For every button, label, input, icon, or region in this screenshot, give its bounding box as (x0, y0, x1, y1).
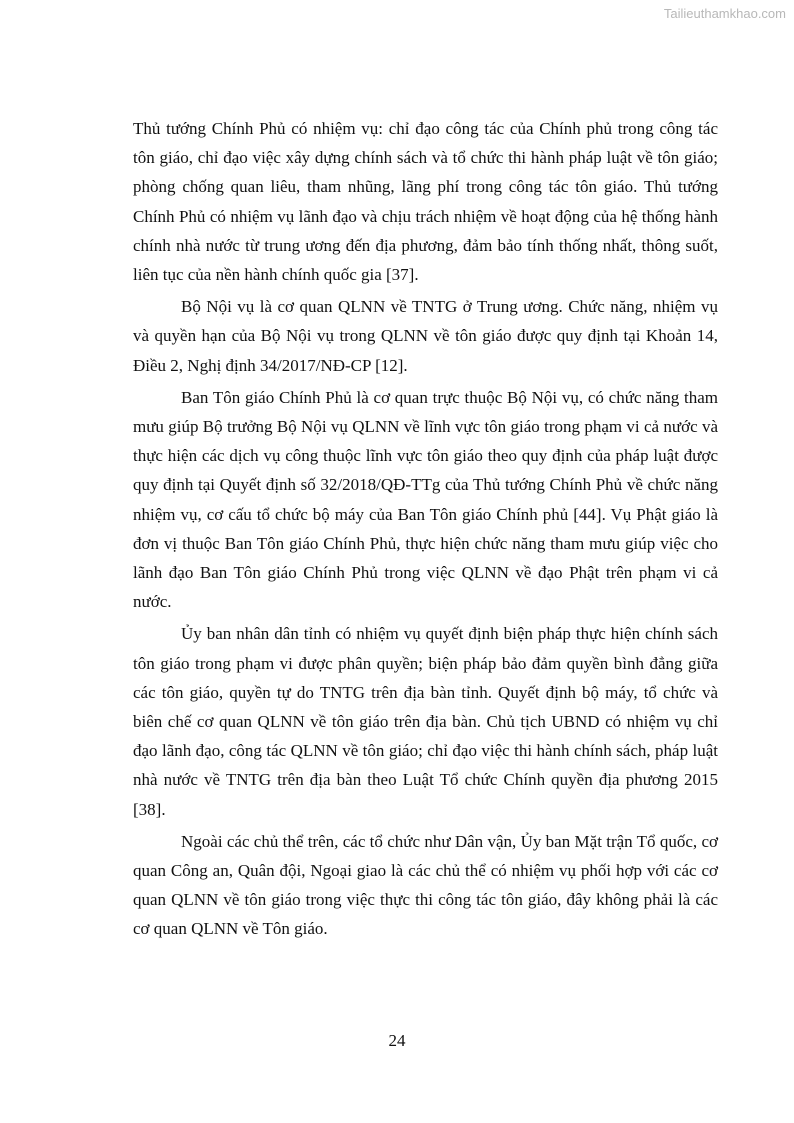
watermark: Tailieuthamkhao.com (663, 6, 786, 21)
paragraph-provincial-committee: Ủy ban nhân dân tỉnh có nhiệm vụ quyết định biện pháp thực hiện chính sách tôn giáo trong phạm vi được phân quyền; biện pháp bảo đảm quyền bình đẳng giữa các tôn giáo, quyền tự do TNTG trên địa bàn tỉnh. Quyết định bộ máy, tổ chức và biên chế cơ quan QLNN về tôn giáo trên địa bàn. Chủ tịch UBND có nhiệm vụ chỉ đạo lãnh đạo, công tác QLNN về tôn giáo; chỉ đạo việc thi hành chính sách, pháp luật nhà nước về TNTG trên địa bàn theo Luật Tổ chức Chính quyền địa phương 2015 [38]. (133, 624, 718, 819)
page-number: 24 (388, 1031, 406, 1050)
paragraph-prime-minister: Thủ tướng Chính Phủ có nhiệm vụ: chỉ đạo công tác của Chính phủ trong công tác tôn giáo, chỉ đạo việc xây dựng chính sách và tổ chức thi hành pháp luật về tôn giáo; phòng chống quan liêu, tham nhũng, lãng phí trong công tác tôn giáo. Thủ tướng Chính Phủ có nhiệm vụ lãnh đạo và chịu trách nhiệm về hoạt động của hệ thống hành chính nhà nước từ trung ương đến địa phương, đảm bảo tính thống nhất, thông suốt, liên tục của nền hành chính quốc gia [37]. (133, 119, 718, 285)
document-body (133, 114, 718, 947)
paragraph-ministry-home-affairs: Bộ Nội vụ là cơ quan QLNN về TNTG ở Trung ương. Chức năng, nhiệm vụ và quyền hạn của Bộ Nội vụ trong QLNN về tôn giáo được quy định tại Khoản 14, Điều 2, Nghị định 34/2017/NĐ-CP [12]. (133, 297, 718, 375)
paragraph-religious-affairs-committee: Ban Tôn giáo Chính Phủ là cơ quan trực thuộc Bộ Nội vụ, có chức năng tham mưu giúp Bộ trưởng Bộ Nội vụ QLNN về lĩnh vực tôn giáo trong phạm vi cả nước và thực hiện các dịch vụ công thuộc lĩnh vực tôn giáo theo quy định của pháp luật được quy định tại Quyết định số 32/2018/QĐ-TTg của Thủ tướng Chính Phủ về chức năng nhiệm vụ, cơ cấu tổ chức bộ máy của Ban Tôn giáo Chính phủ [44]. Vụ Phật giáo là đơn vị thuộc Ban Tôn giáo Chính Phủ, thực hiện chức năng tham mưu giúp việc cho lãnh đạo Ban Tôn giáo Chính Phủ trong việc QLNN về đạo Phật trên phạm vi cả nước. (133, 387, 718, 612)
paragraph-other-organizations: Ngoài các chủ thể trên, các tổ chức như Dân vận, Ủy ban Mặt trận Tổ quốc, cơ quan Công an, Quân đội, Ngoại giao là các chủ thể có nhiệm vụ phối hợp với các cơ quan QLNN về tôn giáo trong việc thực thi công tác tôn giáo, đây không phải là các cơ quan QLNN về Tôn giáo. (133, 831, 718, 939)
